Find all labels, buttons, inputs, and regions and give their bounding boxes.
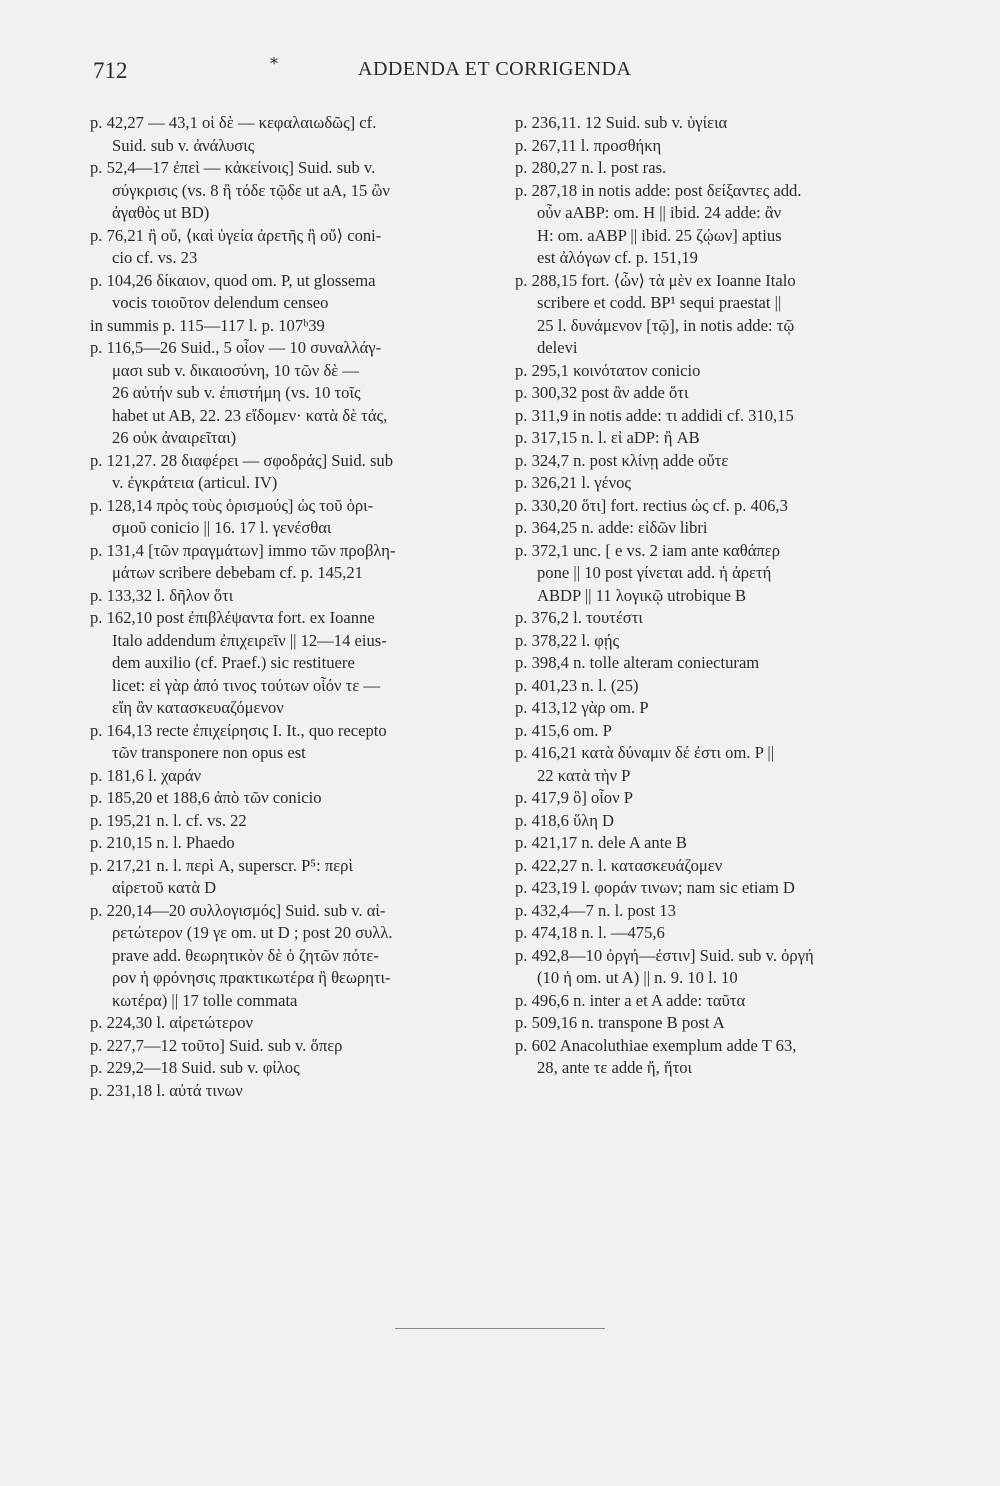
entry-line: p. 364,25 n. adde: εἰδῶν libri	[515, 518, 708, 537]
entry-continuation-line: cio cf. vs. 23	[112, 248, 198, 267]
entry-continuation-line: Suid. sub v. ἀνάλυσις	[112, 135, 255, 155]
entry-line: p. 413,12 γὰρ om. P	[515, 698, 649, 717]
entry-line: p. 131,4 [τῶν πραγμάτων] immo τῶν προβλη-	[90, 540, 396, 560]
entry-continuation-line: (10 ἡ om. ut A) || n. 9. 10 l. 10	[537, 968, 738, 987]
entry-line: p. 288,15 fort. ⟨ὧν⟩ τὰ μὲν ex Ioanne Italo	[515, 270, 796, 290]
entry-continuation-line: εἴη ἂν κατασκευαζόμενον	[112, 698, 284, 717]
entry-continuation-line: μάτων scribere debebam cf. p. 145,21	[112, 563, 363, 582]
entry-line: p. 217,21 n. l. περὶ A, superscr. P⁵: περὶ	[90, 855, 353, 875]
entry-line: p. 376,2 l. τουτέστι	[515, 608, 643, 627]
entry-continuation-line: H: om. aABP || ibid. 25 ζῴων] aptius	[537, 225, 782, 245]
entry-line: p. 210,15 n. l. Phaedo	[90, 833, 235, 852]
entry-continuation-line: σμοῦ conicio || 16. 17 l. γενέσθαι	[112, 518, 332, 537]
entry-line: p. 181,6 l. χαράν	[90, 765, 202, 785]
entry-line: p. 416,21 κατὰ δύναμιν δέ ἐστι om. P ||	[515, 743, 775, 762]
entry-continuation-line: ρον ἡ φρόνησις πρακτικωτέρα ἢ θεωρητι-	[112, 968, 391, 987]
entry-line: p. 104,26 δίκαιον, quod om. P, ut glossema	[90, 270, 376, 290]
entry-continuation-line: est ἀλόγων cf. p. 151,19	[537, 248, 698, 267]
entry-line: p. 496,6 n. inter a et A adde: ταῦτα	[515, 990, 746, 1010]
entry-continuation-line: v. ἐγκράτεια (articul. IV)	[112, 473, 278, 492]
entry-line: p. 162,10 post ἐπιβλέψαντα fort. ex Ioanne	[90, 608, 375, 627]
entry-line: p. 116,5—26 Suid., 5 οἷον — 10 συναλλάγ-	[90, 338, 382, 357]
entry-line: p. 326,21 l. γένος	[515, 473, 631, 492]
entry-line: p. 300,32 post ἂν adde ὅτι	[515, 383, 689, 402]
entry-continuation-line: 22 κατὰ τὴν P	[537, 765, 631, 785]
running-head: ADDENDA ET CORRIGENDA	[358, 58, 632, 80]
entry-continuation-line: dem auxilio (cf. Praef.) sic restituere	[112, 653, 355, 672]
entry-line: p. 330,20 ὅτι] fort. rectius ὡς cf. p. 406,3	[515, 495, 788, 515]
entry-continuation-line: αἱρετοῦ κατὰ D	[112, 878, 217, 897]
entry-continuation-line: licet: εἰ γὰρ ἀπό τινος τούτων οἷόν τε —	[112, 675, 381, 695]
entry-continuation-line: pone || 10 post γίνεται add. ἡ ἀρετή	[537, 563, 772, 582]
entry-line: p. 418,6 ὕλη D	[515, 810, 615, 830]
entry-line: p. 267,11 l. προσθήκη	[515, 135, 662, 155]
entry-line: p. 422,27 n. l. κατασκευάζομεν	[515, 855, 723, 875]
entry-line: p. 224,30 l. αἱρετώτερον	[90, 1013, 253, 1032]
entry-line: p. 185,20 et 188,6 ἀπὸ τῶν conicio	[90, 788, 322, 807]
entry-continuation-line: ἀγαθὸς ut BD)	[112, 203, 210, 222]
entry-continuation-line: οὖν aABP: om. H || ibid. 24 adde: ἂν	[537, 203, 782, 222]
entry-line: p. 227,7—12 τοῦτο] Suid. sub v. ὅπερ	[90, 1035, 343, 1055]
entry-continuation-line: 26 αὐτήν sub v. ἐπιστήμη (vs. 10 τοῖς	[112, 383, 361, 402]
entry-line: p. 121,27. 28 διαφέρει — σφοδράς] Suid. sub	[90, 450, 394, 470]
entry-line: p. 287,18 in notis adde: post δείξαντες add.	[515, 180, 802, 200]
entry-line: p. 220,14—20 συλλογισμός] Suid. sub v. αἱ-	[90, 900, 386, 920]
page-number: 712	[93, 58, 128, 83]
entry-line: p. 423,19 l. φοράν τινων; nam sic etiam D	[515, 878, 795, 897]
entry-line: p. 421,17 n. dele A ante B	[515, 833, 687, 852]
entry-continuation-line: 28, ante τε adde ἤ, ἤτοι	[537, 1058, 693, 1077]
print-mark: *	[270, 54, 278, 73]
entry-line: p. 231,18 l. αὐτά τινων	[90, 1080, 243, 1100]
entry-line: p. 432,4—7 n. l. post 13	[515, 900, 676, 920]
entry-line: p. 378,22 l. φῄς	[515, 630, 620, 650]
entry-continuation-line: 26 οὐκ ἀναιρεῖται)	[112, 428, 237, 447]
entry-line: p. 415,6 om. P	[515, 720, 612, 740]
entry-line: p. 42,27 — 43,1 οἱ δὲ — κεφαλαιωδῶς] cf.	[90, 113, 377, 132]
entry-continuation-line: scribere et codd. BP¹ sequi praestat ||	[537, 293, 782, 312]
entry-line: p. 398,4 n. tolle alteram coniecturam	[515, 653, 760, 672]
entry-continuation-line: μασι sub v. δικαιοσύνη, 10 τῶν δὲ —	[112, 360, 359, 380]
entry-line: p. 236,11. 12 Suid. sub v. ὑγίεια	[515, 113, 728, 132]
entry-line: p. 474,18 n. l. —475,6	[515, 923, 665, 942]
entry-line: p. 417,9 ὃ] οἷον P	[515, 788, 633, 807]
entry-line: p. 133,32 l. δῆλον ὅτι	[90, 585, 234, 605]
page-header	[0, 54, 1000, 98]
entry-line: in summis p. 115—117 l. p. 107ᵇ39	[90, 315, 325, 335]
entry-continuation-line: Italo addendum ἐπιχειρεῖν || 12—14 eius-	[112, 630, 387, 650]
entry-continuation-line: delevi	[537, 338, 578, 357]
entry-line: p. 401,23 n. l. (25)	[515, 675, 639, 695]
entry-continuation-line: ABDP || 11 λογικῷ utrobique B	[537, 585, 747, 605]
entry-line: p. 492,8—10 ὀργή—ἐστιν] Suid. sub v. ὀργή	[515, 945, 814, 965]
entry-continuation-line: ρετώτερον (19 γε om. ut D ; post 20 συλλ.	[112, 923, 393, 942]
left-column	[90, 112, 490, 1102]
entry-continuation-line: prave add. θεωρητικὸν δὲ ὁ ζητῶν πότε-	[112, 945, 379, 965]
entry-continuation-line: κωτέρα) || 17 tolle commata	[112, 990, 298, 1010]
entry-continuation-line: σύγκρισις (vs. 8 ἢ τόδε τῷδε ut aA, 15 ὢν	[112, 180, 390, 200]
entry-line: p. 317,15 n. l. εἰ aDP: ἢ AB	[515, 428, 700, 447]
entry-line: p. 602 Anacoluthiae exemplum adde T 63,	[515, 1035, 797, 1055]
entry-line: p. 164,13 recte ἐπιχείρησις I. It., quo recepto	[90, 720, 387, 740]
entry-continuation-line: vocis τοιοῦτον delendum censeo	[112, 293, 329, 312]
entry-line: p. 295,1 κοινότατον conicio	[515, 360, 701, 380]
footer-rule	[395, 1328, 605, 1329]
entry-continuation-line: τῶν transponere non opus est	[112, 743, 306, 762]
entry-line: p. 280,27 n. l. post ras.	[515, 158, 667, 177]
entry-line: p. 76,21 ἢ οὔ, ⟨καὶ ὑγεία ἀρετῆς ἢ οὔ⟩ coni-	[90, 225, 382, 245]
entry-line: p. 195,21 n. l. cf. vs. 22	[90, 810, 247, 830]
entry-line: p. 128,14 πρὸς τοὺς ὁρισμούς] ὡς τοῦ ὁρι-	[90, 495, 374, 515]
entry-continuation-line: 25 l. δυνάμενον [τῷ], in notis adde: τῷ	[537, 315, 795, 335]
entry-continuation-line: habet ut AB, 22. 23 εἴδομεν· κατὰ δὲ τάς,	[112, 405, 388, 425]
entry-line: p. 229,2—18 Suid. sub v. φίλος	[90, 1058, 300, 1077]
entry-line: p. 324,7 n. post κλίνῃ adde οὔτε	[515, 450, 729, 470]
entry-line: p. 52,4—17 ἐπεὶ — κἀκείνοις] Suid. sub v.	[90, 158, 376, 177]
entry-line: p. 311,9 in notis adde: τι addidi cf. 310,15	[515, 405, 794, 425]
entry-line: p. 509,16 n. transpone B post A	[515, 1013, 725, 1032]
right-column	[515, 112, 920, 1080]
entry-line: p. 372,1 unc. [ e vs. 2 iam ante καθάπερ	[515, 540, 781, 560]
